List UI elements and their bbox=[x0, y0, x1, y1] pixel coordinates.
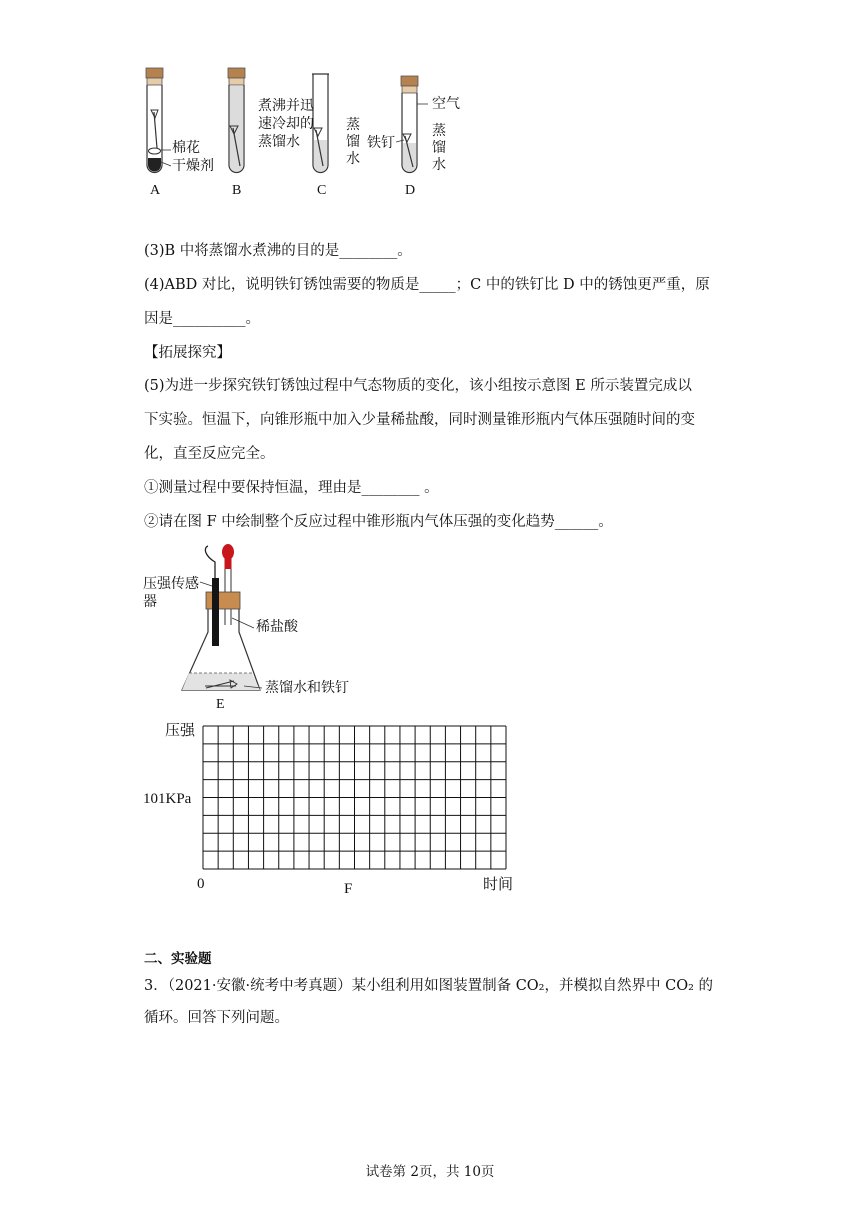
label-desiccant: 干燥剂 bbox=[172, 158, 214, 174]
question-5-sub2: ②请在图 F 中绘制整个反应过程中锥形瓶内气体压强的变化趋势______。 bbox=[144, 514, 613, 530]
label-distilled-water-d: 蒸馏水 bbox=[432, 123, 446, 173]
label-air: 空气 bbox=[432, 96, 460, 112]
section-2-heading: 二、实验题 bbox=[144, 951, 212, 967]
tube-letter-b: B bbox=[232, 183, 242, 198]
x-axis-label: 时间 bbox=[483, 875, 514, 893]
label-cotton: 棉花 bbox=[172, 140, 200, 156]
grid-lines bbox=[203, 726, 506, 869]
label-iron-nail: 铁钉 bbox=[367, 135, 395, 151]
label-water-and-nail: 蒸馏水和铁钉 bbox=[265, 680, 349, 696]
question-3: (3)B 中将蒸馏水煮沸的目的是________。 bbox=[144, 243, 412, 259]
tube-letter-d: D bbox=[405, 183, 416, 198]
page-footer: 试卷第 2页，共 10页 bbox=[365, 1164, 495, 1180]
reference-pressure-label: 101KPa bbox=[143, 791, 192, 807]
section-extension: 【拓展探究】 bbox=[144, 345, 231, 361]
label-boiled-water: 煮沸并迅速冷却的蒸馏水 bbox=[258, 98, 314, 150]
y-axis-label: 压强 bbox=[165, 721, 196, 739]
caption-f: F bbox=[344, 881, 353, 897]
question-5-line2: 下实验。恒温下，向锥形瓶中加入少量稀盐酸，同时测量锥形瓶内气体压强随时间的变 bbox=[144, 412, 695, 428]
origin-label: 0 bbox=[197, 876, 205, 892]
section-2-question-3-line1: 3．（2021·安徽·统考中考真题）某小组利用如图装置制备 CO₂，并模拟自然界中 CO₂ 的 bbox=[144, 978, 714, 994]
caption-e: E bbox=[216, 697, 225, 712]
question-5-sub1: ①测量过程中要保持恒温，理由是________ 。 bbox=[144, 480, 439, 496]
section-2-question-3-line2: 循环。回答下列问题。 bbox=[144, 1010, 289, 1026]
question-5-line3: 化，直至反应完全。 bbox=[144, 446, 275, 462]
question-4-line1: (4)ABD 对比，说明铁钉锈蚀需要的物质是_____；C 中的铁钉比 D 中的锈蚀更严重，原 bbox=[144, 277, 710, 293]
question-4-line2: 因是__________。 bbox=[144, 311, 260, 327]
label-distilled-water-c: 蒸馏水 bbox=[346, 117, 360, 167]
label-dilute-acid: 稀盐酸 bbox=[256, 619, 298, 635]
question-5-line1: (5)为进一步探究铁钉锈蚀过程中气态物质的变化，该小组按示意图 E 所示装置完成以 bbox=[144, 378, 692, 394]
tube-letter-a: A bbox=[150, 183, 161, 198]
label-pressure-sensor: 压强传感器 bbox=[143, 576, 199, 610]
tube-letter-c: C bbox=[317, 183, 327, 198]
